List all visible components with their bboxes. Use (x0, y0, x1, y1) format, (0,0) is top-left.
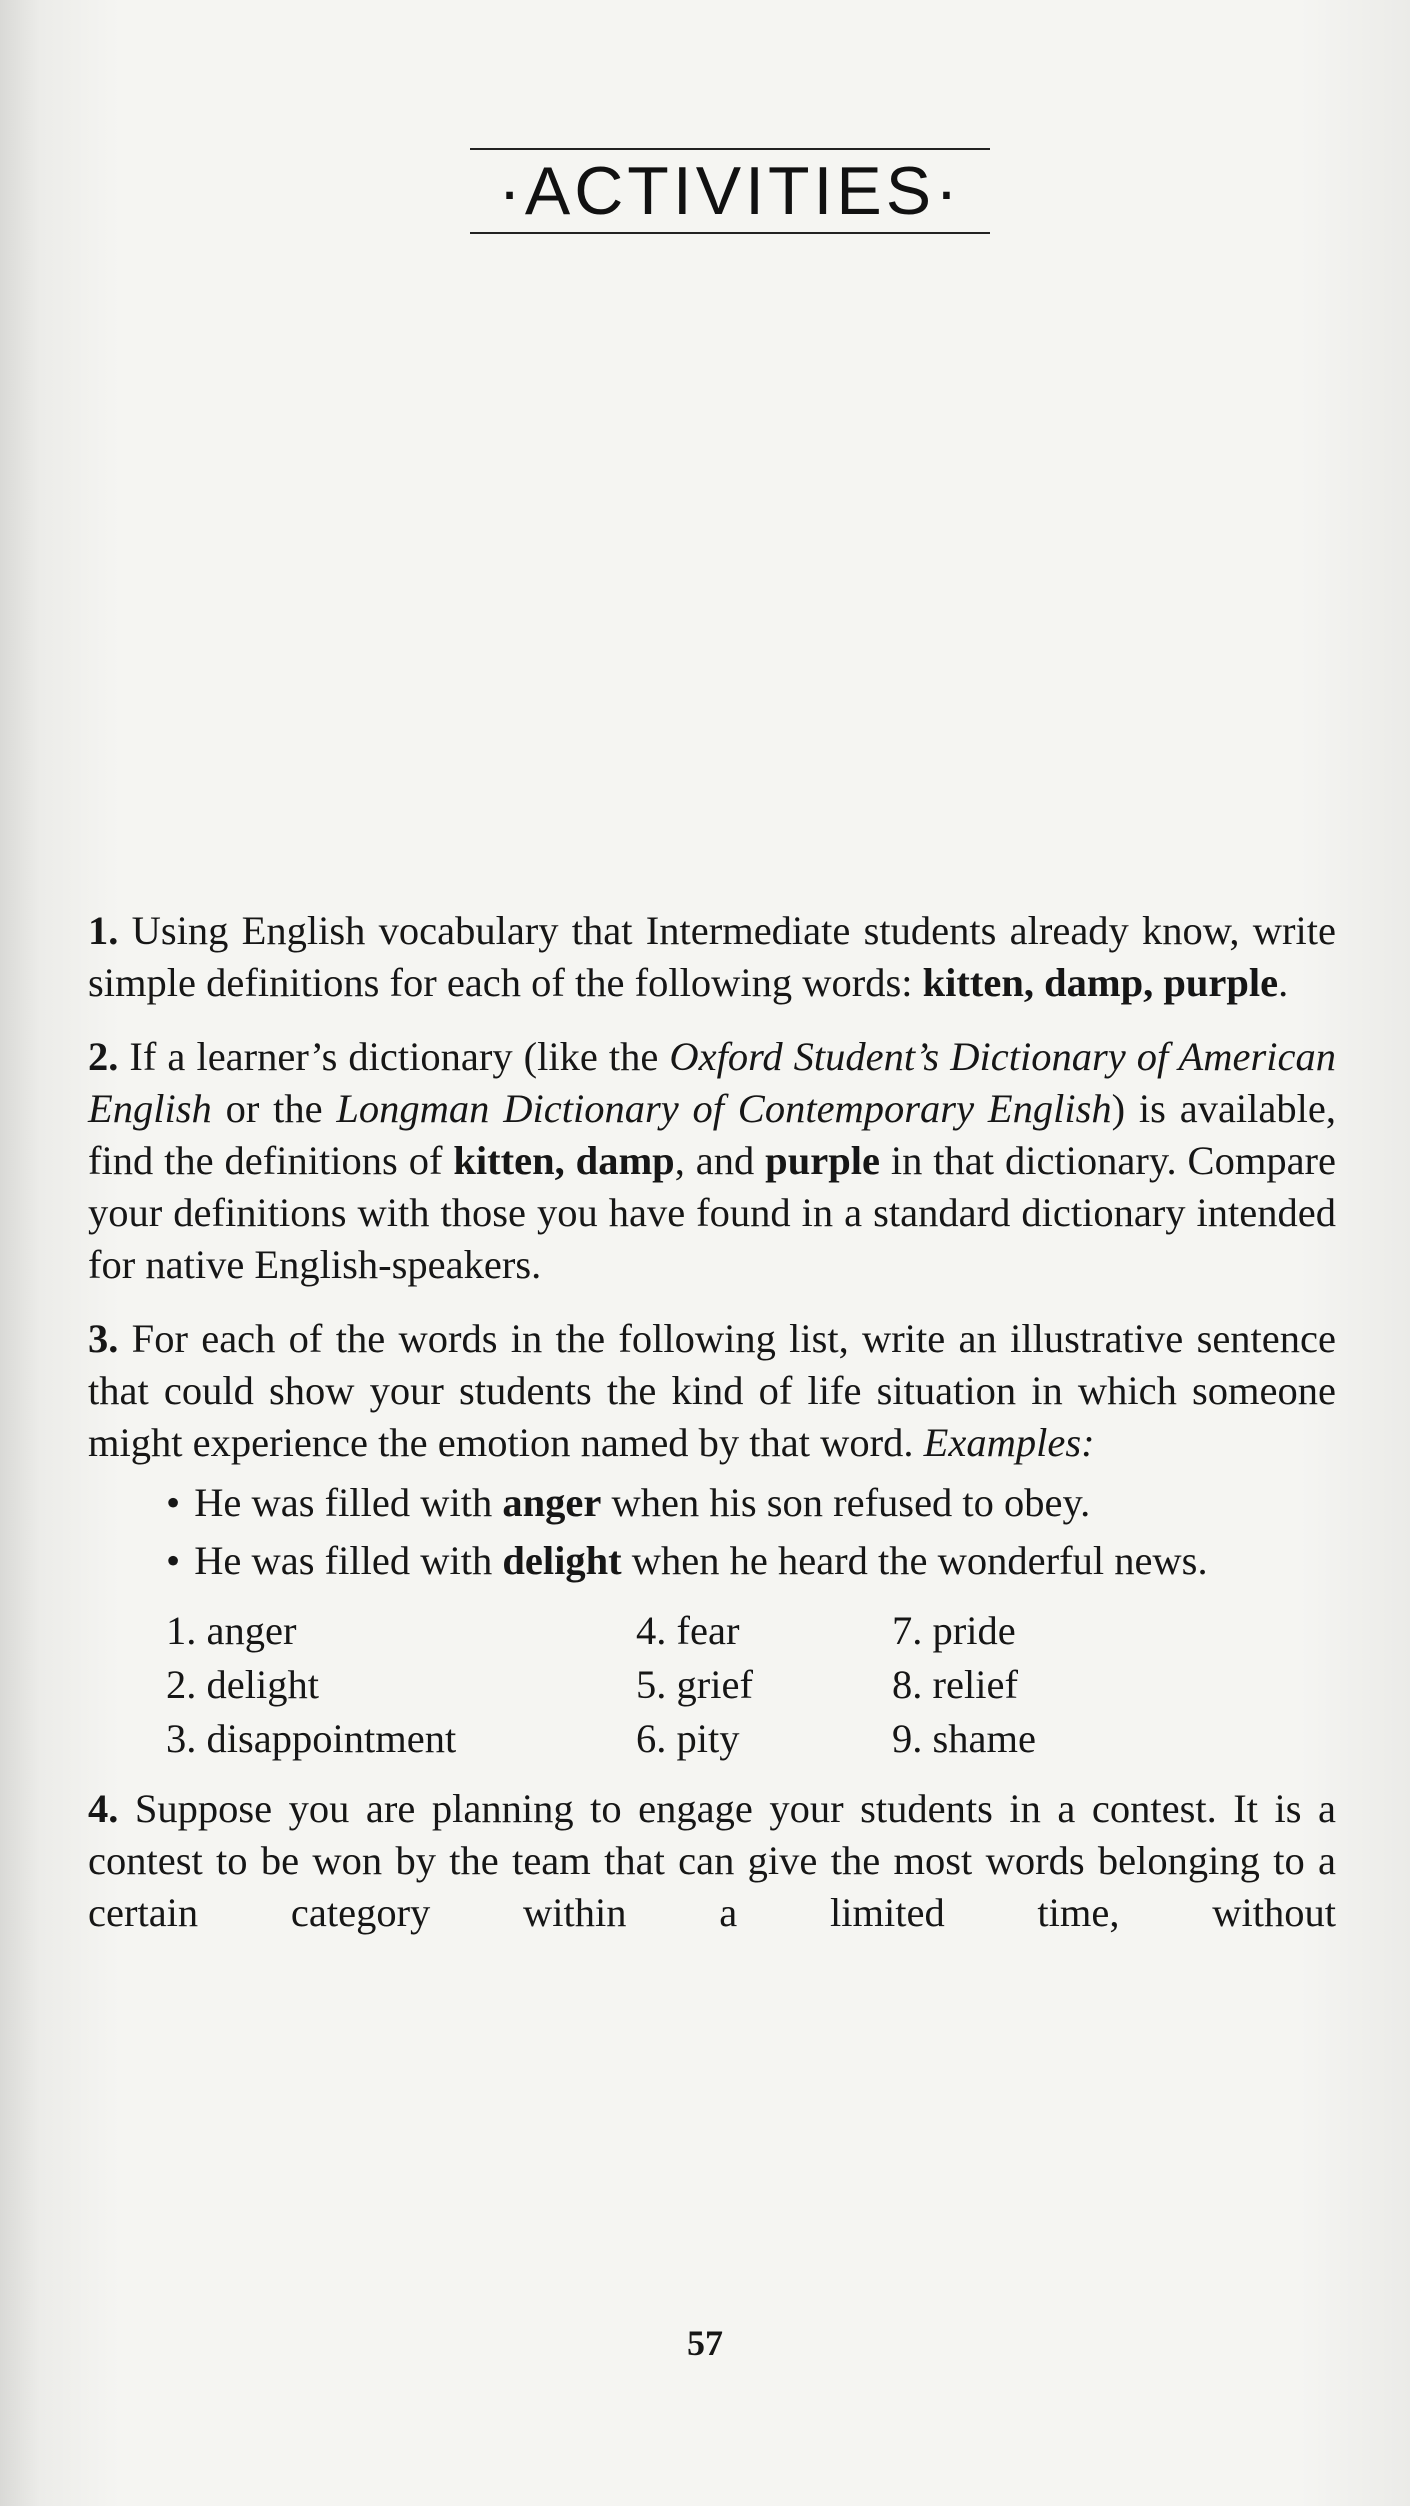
bold-term: delight (502, 1538, 622, 1583)
word-list-item: 3. disappointment (166, 1716, 457, 1761)
text-run: in that dictionary. Compare your definitions with those you have found in a standard dictionary intended for native English-speakers. (88, 1138, 1337, 1287)
text-run: ) is available, find the definitions of (88, 1086, 1337, 1183)
activity-text (88, 908, 1336, 1005)
text-run: when his son refused to obey. (601, 1480, 1091, 1525)
bold-term: kitten, damp, purple (922, 960, 1279, 1005)
activity-3 (88, 1313, 1336, 1469)
bold-term: purple (765, 1138, 880, 1183)
activity-number: 4. (88, 1786, 119, 1831)
examples-list (166, 1477, 1336, 1587)
activity-4 (88, 1783, 1336, 1939)
text-run: when he heard the wonderful news. (621, 1538, 1208, 1583)
activity-text: Suppose you are planning to engage your students in a contest. It is a contest to be won by the team that can give the most words belonging to a certain category within a limited time, without (88, 1786, 1336, 1935)
activity-number: 1. (88, 908, 119, 953)
text-run: Using English vocabulary that Intermediate students already know, write simple definitions for each of the following words: (88, 908, 1336, 1005)
word-list-item: 6. pity (636, 1716, 740, 1761)
italic-text: Oxford Student’s Dictionary of American English (88, 1034, 1336, 1131)
activity-text (88, 1034, 1336, 1287)
text-run: He was filled with (194, 1538, 503, 1583)
text-run: If a learner’s dictionary (like the (118, 1034, 670, 1079)
example-item (166, 1535, 1336, 1587)
title-rule-bottom (470, 232, 990, 234)
activity-1 (88, 905, 1336, 1009)
example-text (194, 1538, 1207, 1583)
page-number: 57 (687, 2323, 723, 2363)
example-text (194, 1480, 1090, 1525)
activity-number: 3. (88, 1316, 119, 1361)
example-item (166, 1477, 1336, 1529)
word-list-item: 7. pride (892, 1608, 1016, 1653)
text-run: , and (674, 1138, 766, 1183)
activity-number: 2. (88, 1034, 119, 1079)
word-list-item: 9. shame (892, 1716, 1036, 1761)
bullet-icon: • (166, 1538, 181, 1583)
word-list-item: 8. relief (892, 1662, 1018, 1707)
italic-text: Longman Dictionary of Contemporary English (336, 1086, 1112, 1131)
bold-term: kitten, damp (453, 1138, 675, 1183)
text-run: For each of the words in the following list, write an illustrative sentence that could show your students the kind of life situation in which someone might experience the emotion named by that word. (88, 1316, 1336, 1465)
word-list-item: 5. grief (636, 1662, 753, 1707)
activity-2 (88, 1031, 1336, 1291)
text-run: or the (211, 1086, 337, 1131)
text-run: . (1278, 960, 1289, 1005)
text-run: He was filled with (194, 1480, 503, 1525)
activities-list (88, 905, 1336, 1961)
emotion-word-list (166, 1605, 1336, 1765)
word-list-item: 2. delight (166, 1662, 319, 1707)
bullet-icon: • (166, 1480, 181, 1525)
italic-text: Examples: (923, 1420, 1095, 1465)
activity-text (88, 1316, 1336, 1465)
bold-term: anger (502, 1480, 602, 1525)
word-list-item: 1. anger (166, 1608, 297, 1653)
word-list-item: 4. fear (636, 1608, 740, 1653)
page-title: ·ACTIVITIES· (498, 153, 962, 229)
